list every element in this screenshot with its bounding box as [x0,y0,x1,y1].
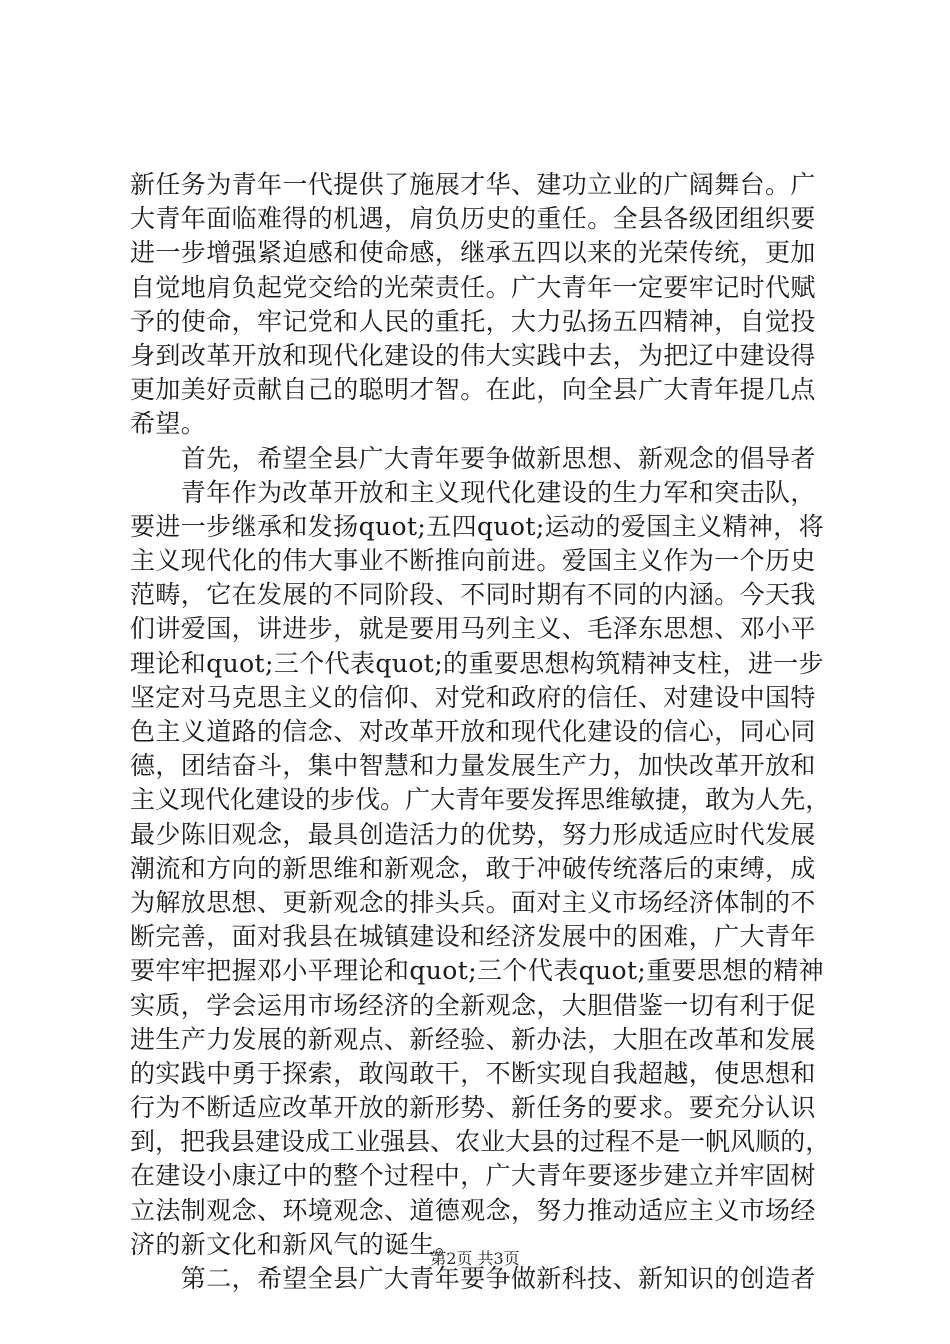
section-heading-first: 首先，希望全县广大青年要争做新思想、新观念的倡导者 [130,443,816,473]
text-line: 进一步增强紧迫感和使命感，继承五四以来的光荣传统，更加 [130,238,816,268]
text-line: 要牢牢把握邓小平理论和quot;三个代表quot;重要思想的精神 [130,956,825,986]
page-number-footer: 第2页 共3页 [430,1249,520,1268]
text-line: 新任务为青年一代提供了施展才华、建功立业的广阔舞台。广 [130,170,816,199]
text-line: 大青年面临难得的机遇，肩负历史的重任。全县各级团组织要 [130,204,816,234]
text-line: 们讲爱国，讲进步，就是要用马列主义、毛泽东思想、邓小平 [130,614,816,644]
text-line: 希望。 [130,409,207,439]
text-line: 自觉地肩负起党交给的光荣责任。广大青年一定要牢记时代赋 [130,272,816,302]
text-line: 主义现代化的伟大事业不断推向前进。爱国主义作为一个历史 [130,546,816,576]
text-line: 要进一步继承和发扬quot;五四quot;运动的爱国主义精神，将 [130,511,825,541]
text-line: 更加美好贡献自己的聪明才智。在此，向全县广大青年提几点 [130,375,816,405]
text-line: 身到改革开放和现代化建设的伟大实践中去，为把辽中建设得 [130,340,816,370]
text-line: 行为不断适应改革开放的新形势、新任务的要求。要充分认识 [130,1093,816,1123]
text-line: 范畴，它在发展的不同阶段、不同时期有不同的内涵。今天我 [130,580,816,610]
text-line: 最少陈旧观念，最具创造活力的优势，努力形成适应时代发展 [130,819,816,849]
text-line: 德，团结奋斗，集中智慧和力量发展生产力，加快改革开放和 [130,751,816,781]
text-line: 为解放思想、更新观念的排头兵。面对主义市场经济体制的不 [130,887,816,917]
section-heading-second: 第二，希望全县广大青年要争做新科技、新知识的创造者 [130,1264,816,1293]
text-line: 断完善，面对我县在城镇建设和经济发展中的困难，广大青年 [130,922,816,952]
text-line: 坚定对马克思主义的信仰、对党和政府的信任、对建设中国特 [130,682,816,712]
text-line: 在建设小康辽中的整个过程中，广大青年要逐步建立并牢固树 [130,1161,816,1191]
text-line: 色主义道路的信念、对改革开放和现代化建设的信心，同心同 [130,717,816,746]
text-line: 予的使命，牢记党和人民的重托，大力弘扬五四精神，自觉投 [130,306,816,336]
text-line: 潮流和方向的新思维和新观念，敢于冲破传统落后的束缚，成 [130,853,816,883]
text-line: 实质，学会运用市场经济的全新观念，大胆借鉴一切有利于促 [130,990,816,1020]
text-line: 主义现代化建设的步伐。广大青年要发挥思维敏捷，敢为人先， [130,785,831,815]
text-line: 的实践中勇于探索，敢闯敢干，不断实现自我超越，使思想和 [130,1058,816,1088]
text-line: 青年作为改革开放和主义现代化建设的生力军和突击队， [130,477,816,507]
text-line: 进生产力发展的新观点、新经验、新办法，大胆在改革和发展 [130,1024,816,1054]
text-line: 济的新文化和新风气的诞生。 [130,1229,461,1259]
text-line: 立法制观念、环境观念、道德观念，努力推动适应主义市场经 [130,1195,816,1225]
document-body [130,168,830,1296]
text-line: 理论和quot;三个代表quot;的重要思想构筑精神支柱，进一步 [130,648,825,678]
text-line: 到，把我县建设成工业强县、农业大县的过程不是一帆风顺的， [130,1127,831,1157]
